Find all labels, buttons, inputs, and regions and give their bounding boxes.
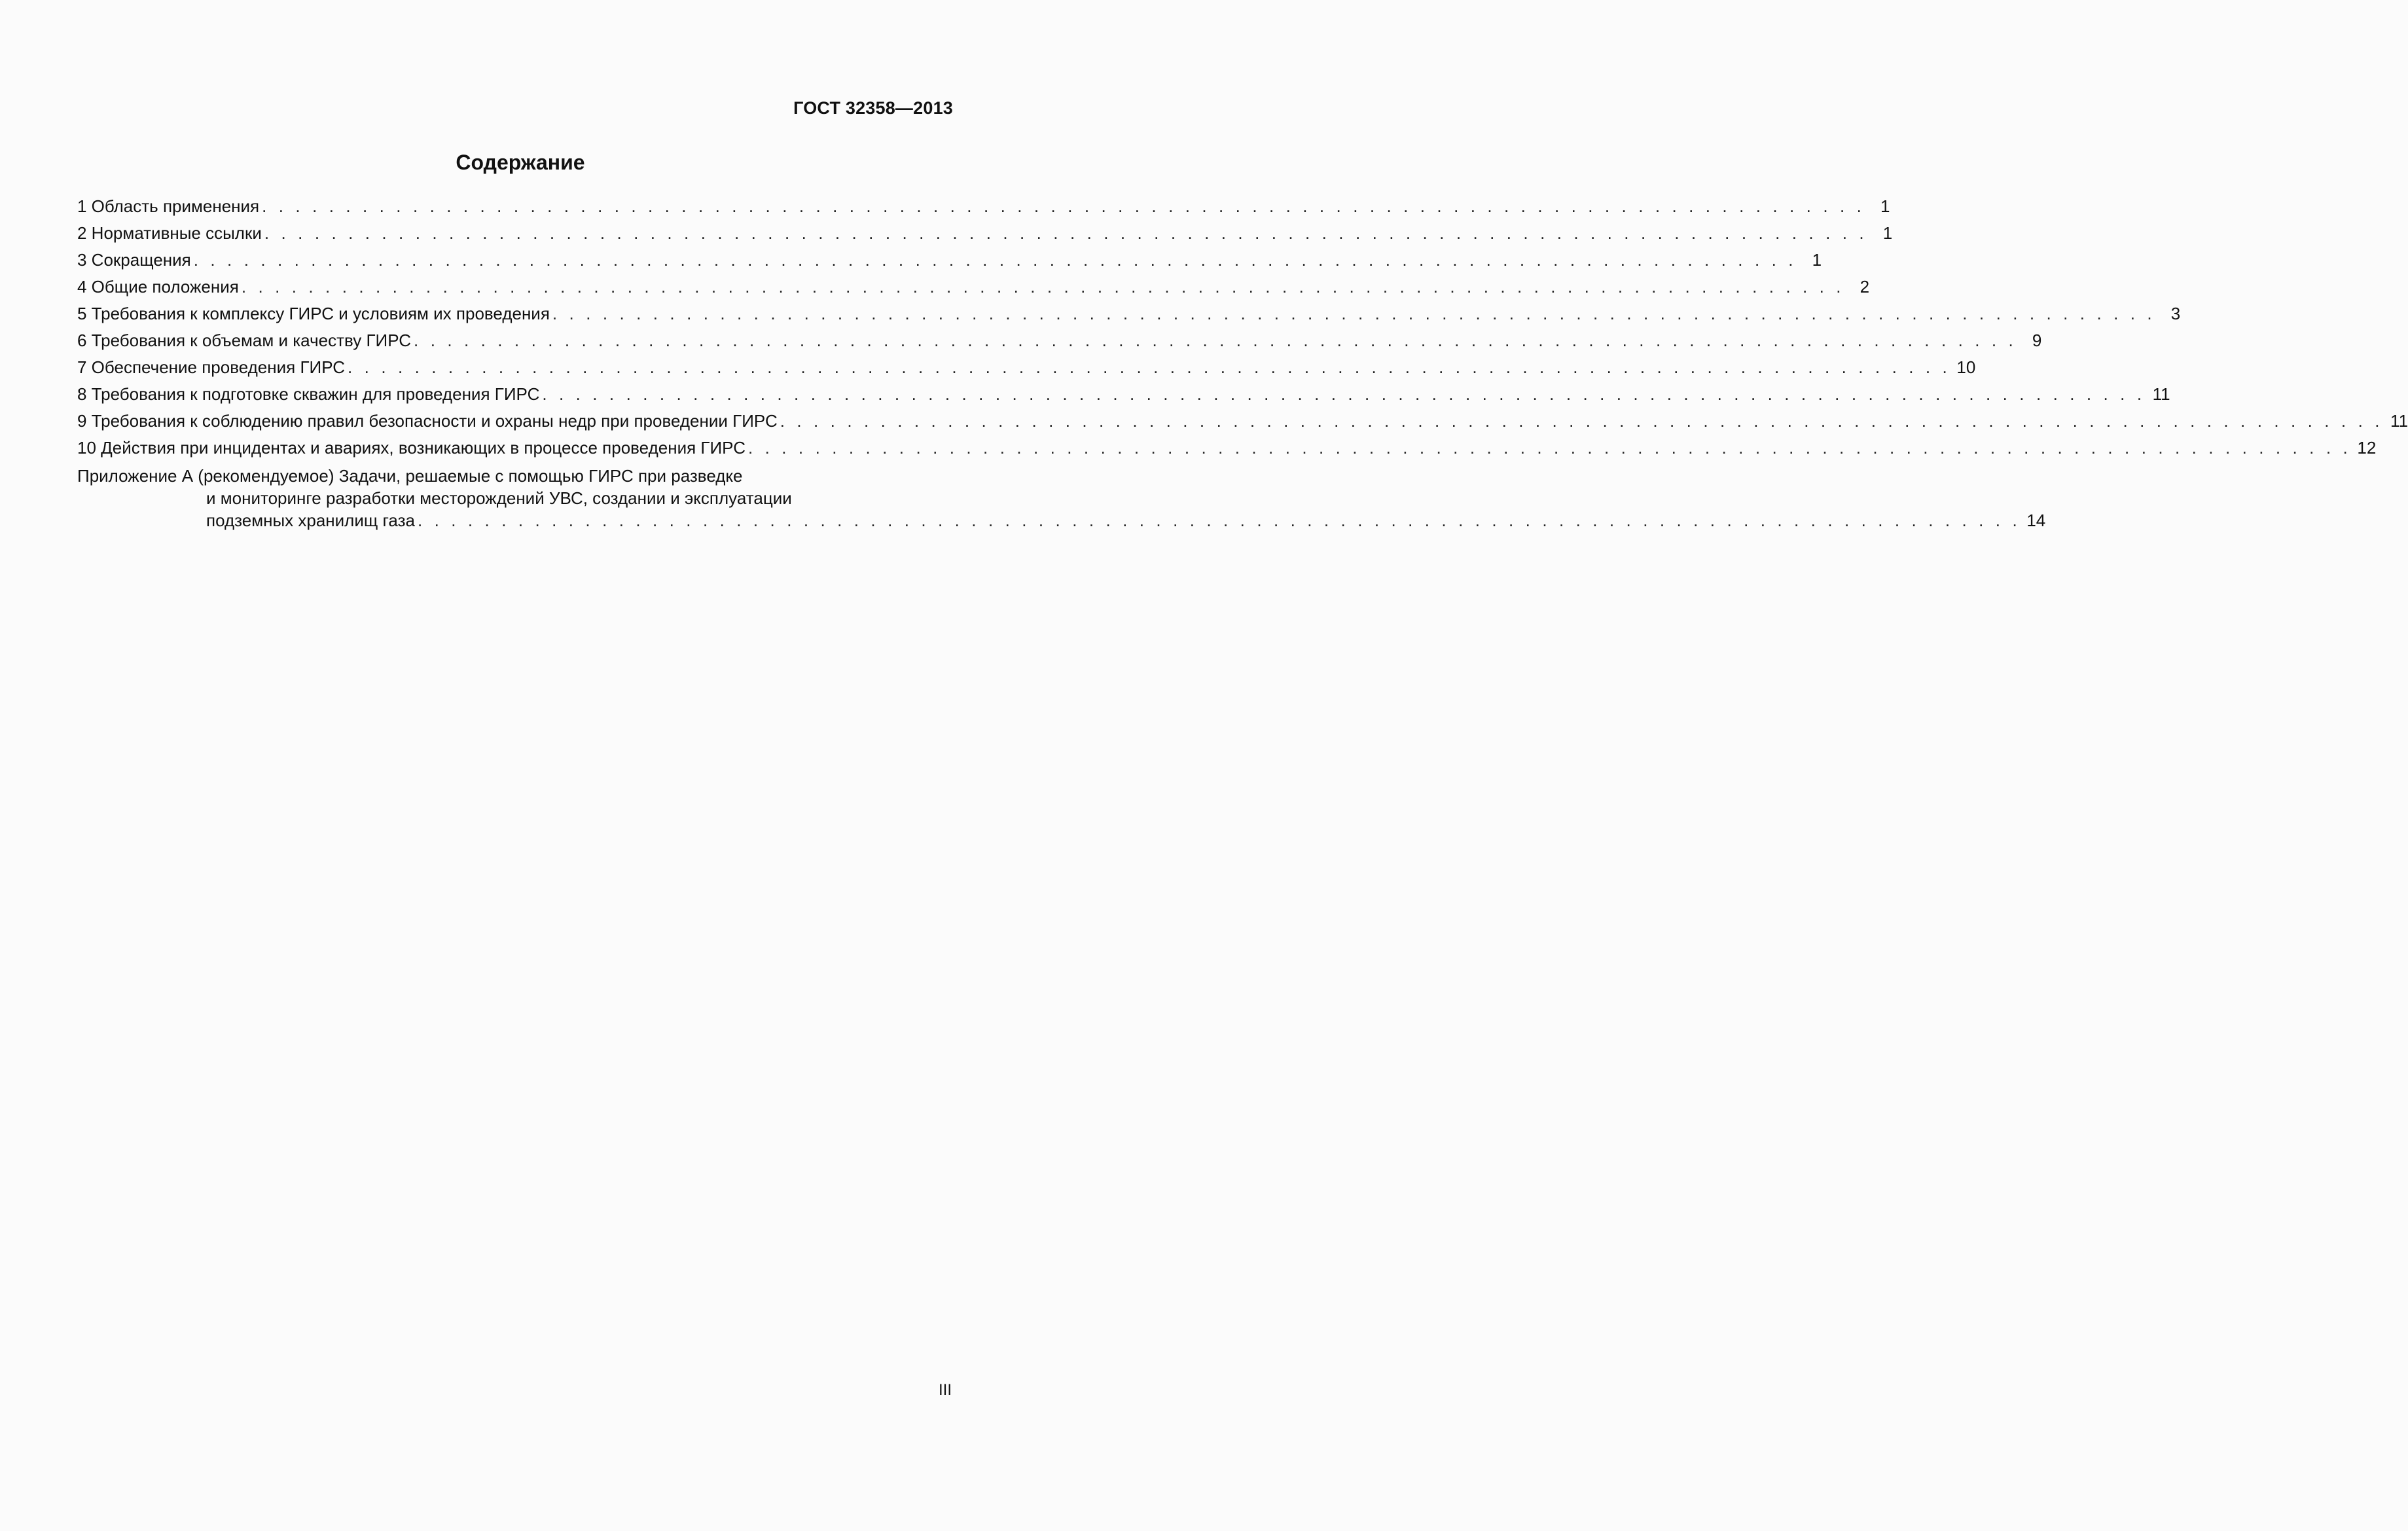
toc-title: Содержание: [456, 151, 585, 174]
toc-entry-page: 3: [2170, 304, 2181, 323]
toc-dot-leader: . . . . . . . . . . . . . . . . . . . . . . . . . . . . . . . . . . . . . . . . . . . . . . . . . . . . . . . . . . . . . . . . . . . . . . . . . . . . . . . . . . . . . . . . . . . . . . . .: [747, 438, 2352, 458]
appendix-title-line-3: [77, 511, 2046, 533]
toc-entry-1[interactable]: [77, 196, 1890, 223]
page-number: III: [938, 1381, 952, 1399]
toc-dot-leader: . . . . . . . . . . . . . . . . . . . . . . . . . . . . . . . . . . . . . . . . . . . . . . . . . . . . . . . . . . . . . . . . . . . . . . . . . . . . . . . . . . . . . . . . . . . . . . . .: [193, 250, 1797, 270]
toc-entry-text: 2 Нормативные ссылки: [77, 223, 262, 243]
toc-entry-page: 1: [1812, 250, 1822, 270]
toc-entry-text: 3 Сокращения: [77, 250, 191, 270]
toc-entry-10[interactable]: [77, 438, 2377, 465]
toc-dot-leader: . . . . . . . . . . . . . . . . . . . . . . . . . . . . . . . . . . . . . . . . . . . . . . . . . . . . . . . . . . . . . . . . . . . . . . . . . . . . . . . . . . . . . . . . . . . . . . . .: [264, 223, 1868, 243]
toc-dot-leader: . . . . . . . . . . . . . . . . . . . . . . . . . . . . . . . . . . . . . . . . . . . . . . . . . . . . . . . . . . . . . . . . . . . . . . . . . . . . . . . . . . . . . . . . . . . . . . . .: [348, 357, 1951, 377]
toc-entry-8[interactable]: [77, 384, 2170, 411]
toc-entry-page: 1: [1880, 196, 1890, 216]
toc-dot-leader: . . . . . . . . . . . . . . . . . . . . . . . . . . . . . . . . . . . . . . . . . . . . . . . . . . . . . . . . . . . . . . . . . . . . . . . . . . . . . . . . . . . . . . . . . . . . . . . .: [542, 384, 2146, 404]
toc-entry-7[interactable]: [77, 357, 1976, 384]
toc-entry-text: 8 Требования к подготовке скважин для проведения ГИРС: [77, 384, 540, 404]
toc-dot-leader: . . . . . . . . . . . . . . . . . . . . . . . . . . . . . . . . . . . . . . . . . . . . . . . . . . . . . . . . . . . . . . . . . . . . . . . . . . . . . . . . . . . . . . . . . . . . . . . .: [241, 277, 1845, 297]
toc-entry-3[interactable]: [77, 250, 1822, 277]
toc-entry-5[interactable]: [77, 304, 2181, 331]
toc-entry-page: 11: [2152, 384, 2170, 404]
toc-entry-text: 6 Требования к объемам и качеству ГИРС: [77, 331, 412, 350]
toc-dot-leader: . . . . . . . . . . . . . . . . . . . . . . . . . . . . . . . . . . . . . . . . . . . . . . . . . . . . . . . . . . . . . . . . . . . . . . . . . . . . . . . . . . . . . . . . . . . . . . . .: [552, 304, 2156, 323]
toc-entry-page: 1: [1882, 223, 1893, 243]
toc-entry-4[interactable]: [77, 277, 1870, 304]
toc-entry-appendix-a[interactable]: [77, 466, 2046, 533]
toc-dot-leader: . . . . . . . . . . . . . . . . . . . . . . . . . . . . . . . . . . . . . . . . . . . . . . . . . . . . . . . . . . . . . . . . . . . . . . . . . . . . . . . . . . . . . . . . . . . . . . . .: [417, 511, 2021, 530]
toc-entry-2[interactable]: [77, 223, 1893, 250]
toc-entry-page: 2: [1860, 277, 1870, 297]
toc-entry-text: подземных хранилищ газа: [206, 511, 415, 530]
toc-entry-page: 12: [2357, 438, 2377, 458]
toc-entry-page: 9: [2032, 331, 2042, 350]
toc-entry-text: 1 Область применения: [77, 196, 260, 216]
toc-entry-text: 5 Требования к комплексу ГИРС и условиям их проведения: [77, 304, 550, 323]
toc-entry-text: 7 Обеспечение проведения ГИРС: [77, 357, 346, 377]
toc-entry-page: 14: [2026, 511, 2046, 530]
toc-entry-text: 4 Общие положения: [77, 277, 239, 297]
toc-entry-text: 9 Требования к соблюдению правил безопасности и охраны недр при проведении ГИРС: [77, 411, 778, 431]
appendix-title-line-1: Приложение А (рекомендуемое) Задачи, решаемые с помощью ГИРС при разведке: [77, 466, 743, 486]
document-code: ГОСТ 32358—2013: [793, 98, 953, 118]
table-of-contents: [77, 196, 2408, 533]
toc-dot-leader: . . . . . . . . . . . . . . . . . . . . . . . . . . . . . . . . . . . . . . . . . . . . . . . . . . . . . . . . . . . . . . . . . . . . . . . . . . . . . . . . . . . . . . . . . . . . . . . .: [780, 411, 2384, 431]
toc-entry-page: 11: [2390, 411, 2408, 431]
appendix-title-line-2: и мониторинге разработки месторождений УВС, создании и эксплуатации: [206, 488, 792, 508]
toc-entry-9[interactable]: [77, 411, 2408, 438]
toc-dot-leader: . . . . . . . . . . . . . . . . . . . . . . . . . . . . . . . . . . . . . . . . . . . . . . . . . . . . . . . . . . . . . . . . . . . . . . . . . . . . . . . . . . . . . . . . . . . . . . . .: [262, 196, 1865, 216]
toc-entry-text: 10 Действия при инцидентах и авариях, возникающих в процессе проведения ГИРС: [77, 438, 746, 458]
toc-entry-6[interactable]: [77, 331, 2042, 357]
toc-dot-leader: . . . . . . . . . . . . . . . . . . . . . . . . . . . . . . . . . . . . . . . . . . . . . . . . . . . . . . . . . . . . . . . . . . . . . . . . . . . . . . . . . . . . . . . . . . . . . . . .: [414, 331, 2017, 350]
toc-entry-page: 10: [1956, 357, 1976, 377]
